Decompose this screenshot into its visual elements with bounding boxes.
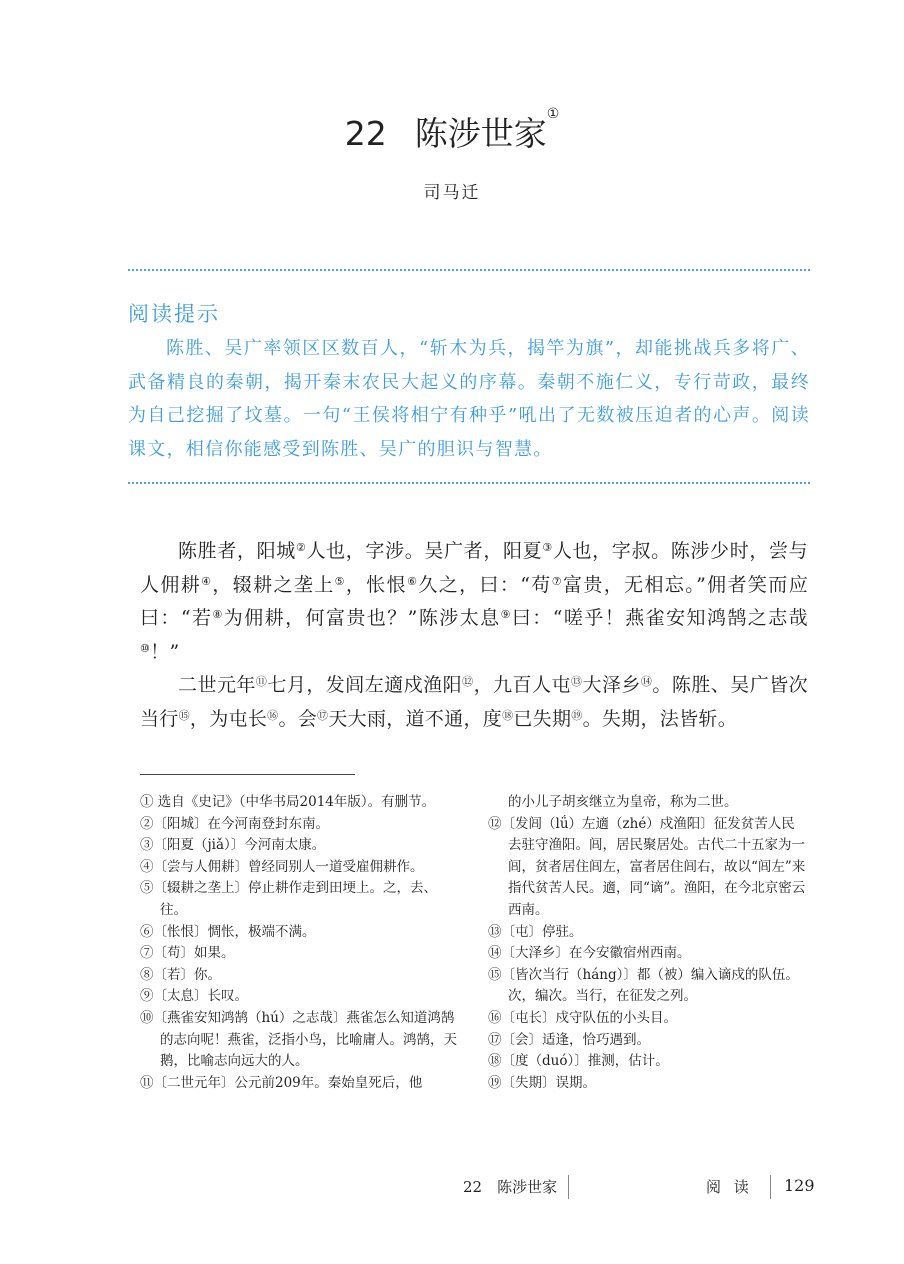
body-text: ，辍耕之垄上 xyxy=(212,573,335,596)
footnotes-left-column xyxy=(140,792,458,1094)
footnote-marker[interactable]: ⑰ xyxy=(317,708,329,722)
footnote-marker[interactable]: ② xyxy=(295,541,307,554)
footnote: ⑭〔大泽乡〕在今安徽宿州西南。 xyxy=(488,945,691,962)
footnote: ⑲〔失期〕误期。 xyxy=(488,1074,596,1091)
body-text: ，为屯长 xyxy=(189,707,268,730)
title-footnote-marker[interactable]: ① xyxy=(546,106,560,122)
lesson-title-text: 陈涉世家 xyxy=(414,114,547,153)
body-text: ！” xyxy=(150,640,180,663)
body-text: 。失期，法皆斩。 xyxy=(582,707,737,730)
footnote-marker[interactable]: ⑩ xyxy=(140,641,151,655)
body-text: 为佣耕，何富贵也？”陈涉太息 xyxy=(223,607,501,629)
footnote-marker[interactable]: ⑧ xyxy=(212,608,224,621)
footnote-rule xyxy=(140,774,355,775)
footnote: ⑬〔屯〕停驻。 xyxy=(488,923,583,940)
footnote-marker[interactable]: ⑱ xyxy=(502,708,514,722)
footnote: ⑦〔苟〕如果。 xyxy=(140,945,235,962)
footnote-marker[interactable]: ⑨ xyxy=(500,608,512,621)
body-text: 曰：“嗟乎！燕雀安知鸿鹄之志哉 xyxy=(511,607,808,629)
footer-divider xyxy=(770,1175,771,1199)
footer-section: 阅 读 xyxy=(706,1178,753,1196)
page-number: 129 xyxy=(784,1176,815,1195)
footnote: ⑥〔怅恨〕惆怅，极端不满。 xyxy=(140,923,316,940)
body-text: 大泽乡 xyxy=(582,674,641,696)
footnote-marker[interactable]: ⑥ xyxy=(407,574,419,588)
footnote-marker[interactable]: ⑦ xyxy=(551,574,563,588)
lesson-title xyxy=(0,108,904,155)
body-text: 陈胜者，阳城 xyxy=(178,540,296,562)
body-text: 。会 xyxy=(278,707,318,730)
dotted-divider xyxy=(128,269,810,271)
footnotes-right-column xyxy=(488,792,808,1094)
footnote: ⑪〔二世元年〕公元前209年。秦始皇死后，他 xyxy=(140,1074,423,1091)
footnote-marker[interactable]: ⑮ xyxy=(178,708,190,722)
footer-divider xyxy=(568,1175,569,1199)
footnote-marker[interactable]: ⑤ xyxy=(334,574,346,588)
body-text: 天大雨，道不通，度 xyxy=(328,707,503,730)
footnote: 的小儿子胡亥继立为皇帝，称为二世。 xyxy=(508,794,738,810)
body-text: 人也，字叔。陈涉少时，尝与人佣耕 xyxy=(140,540,808,596)
reading-tip-text: 陈胜、吴广率领区区数百人，“斩木为兵，揭竿为旗”，却能挑战兵多将广、武备精良的秦朝，揭开秦末农民大起义的序幕。秦朝不施仁义，专行苛政，最终为自己挖掘了坟墓。一句“王侯将相宁有种乎”吼出了无数被压迫者的心声。阅读课文，相信你能感受到陈胜、吴广的胆识与智慧。 xyxy=(128,338,810,460)
body-text: 富贵，无相忘。”佣者笑而应曰：“若 xyxy=(140,573,808,629)
body-text: 二世元年 xyxy=(178,674,256,696)
footnote: ⑮〔皆次当行（háng）〕都（被）编入谪戍的队伍。次，编次。当行，在征发之列。 xyxy=(488,966,799,1005)
author: 司马迁 xyxy=(423,183,481,203)
body-text: 。陈胜、吴广皆次当行 xyxy=(140,674,808,730)
footnote: ① 选自《史记》（中华书局2014年版）。有删节。 xyxy=(140,794,436,810)
body-text: ，怅恨 xyxy=(345,573,408,596)
footnote: ②〔阳城〕在今河南登封东南。 xyxy=(140,815,329,832)
body-paragraph xyxy=(140,669,808,736)
footnote: ③〔阳夏（jiǎ）〕今河南太康。 xyxy=(140,837,326,854)
body-text: 久之，曰：“苟 xyxy=(418,573,552,596)
dotted-divider xyxy=(128,482,810,484)
body-text: 已失期 xyxy=(513,707,572,730)
footnote-marker[interactable]: ④ xyxy=(201,574,213,588)
body-text: 七月，发闾左適戍渔阳 xyxy=(267,674,463,696)
footnote-marker[interactable]: ⑫ xyxy=(462,675,474,688)
lesson-number: 22 xyxy=(344,114,387,153)
body-paragraph xyxy=(140,535,808,669)
footnote-marker[interactable]: ⑯ xyxy=(267,708,279,722)
footnote: ⑩〔燕雀安知鸿鹄（hú）之志哉〕燕雀怎么知道鸿鹄的志向呢！燕雀，泛指小鸟，比喻庸人。鸿鹄，天鹅，比喻志向远大的人。 xyxy=(140,1009,457,1070)
footnote-marker[interactable]: ⑬ xyxy=(570,675,583,688)
footnote: ⑫〔发闾（lǘ）左適（zhé）戍渔阳〕征发贫苦人民去驻守渔阳。闾，居民聚居处。古代二十五家为一闾，贫者居住闾左，富者居住闾右，故以“闾左”来指代贫苦人民。適，同“谪”。渔阳，在今北京密云西南。 xyxy=(488,815,806,918)
body-text: 人也，字涉。吴广者，阳夏 xyxy=(306,540,543,562)
footnote: ⑱〔度（duó）〕推测，估计。 xyxy=(488,1053,669,1070)
footnote-marker[interactable]: ⑭ xyxy=(640,675,653,688)
footnote: ⑨〔太息〕长叹。 xyxy=(140,988,248,1005)
body-text: ，九百人屯 xyxy=(473,674,571,696)
footnote: ⑤〔辍耕之垄上〕停止耕作走到田埂上。之，去、往。 xyxy=(140,880,437,918)
footnote: ⑰〔会〕适逢，恰巧遇到。 xyxy=(488,1031,650,1048)
footnote-marker[interactable]: ⑪ xyxy=(255,675,268,688)
reading-tip-heading: 阅读提示 xyxy=(128,302,220,326)
footnote: ⑯〔屯长〕戍守队伍的小头目。 xyxy=(488,1009,677,1026)
footnote-marker[interactable]: ⑲ xyxy=(571,708,583,722)
footnote: ⑧〔若〕你。 xyxy=(140,966,221,983)
footer-lesson: 22 陈涉世家 xyxy=(463,1178,558,1196)
footnote: ④〔尝与人佣耕〕曾经同别人一道受雇佣耕作。 xyxy=(140,858,424,875)
footnote-marker[interactable]: ③ xyxy=(542,541,553,554)
main-text xyxy=(140,535,808,736)
